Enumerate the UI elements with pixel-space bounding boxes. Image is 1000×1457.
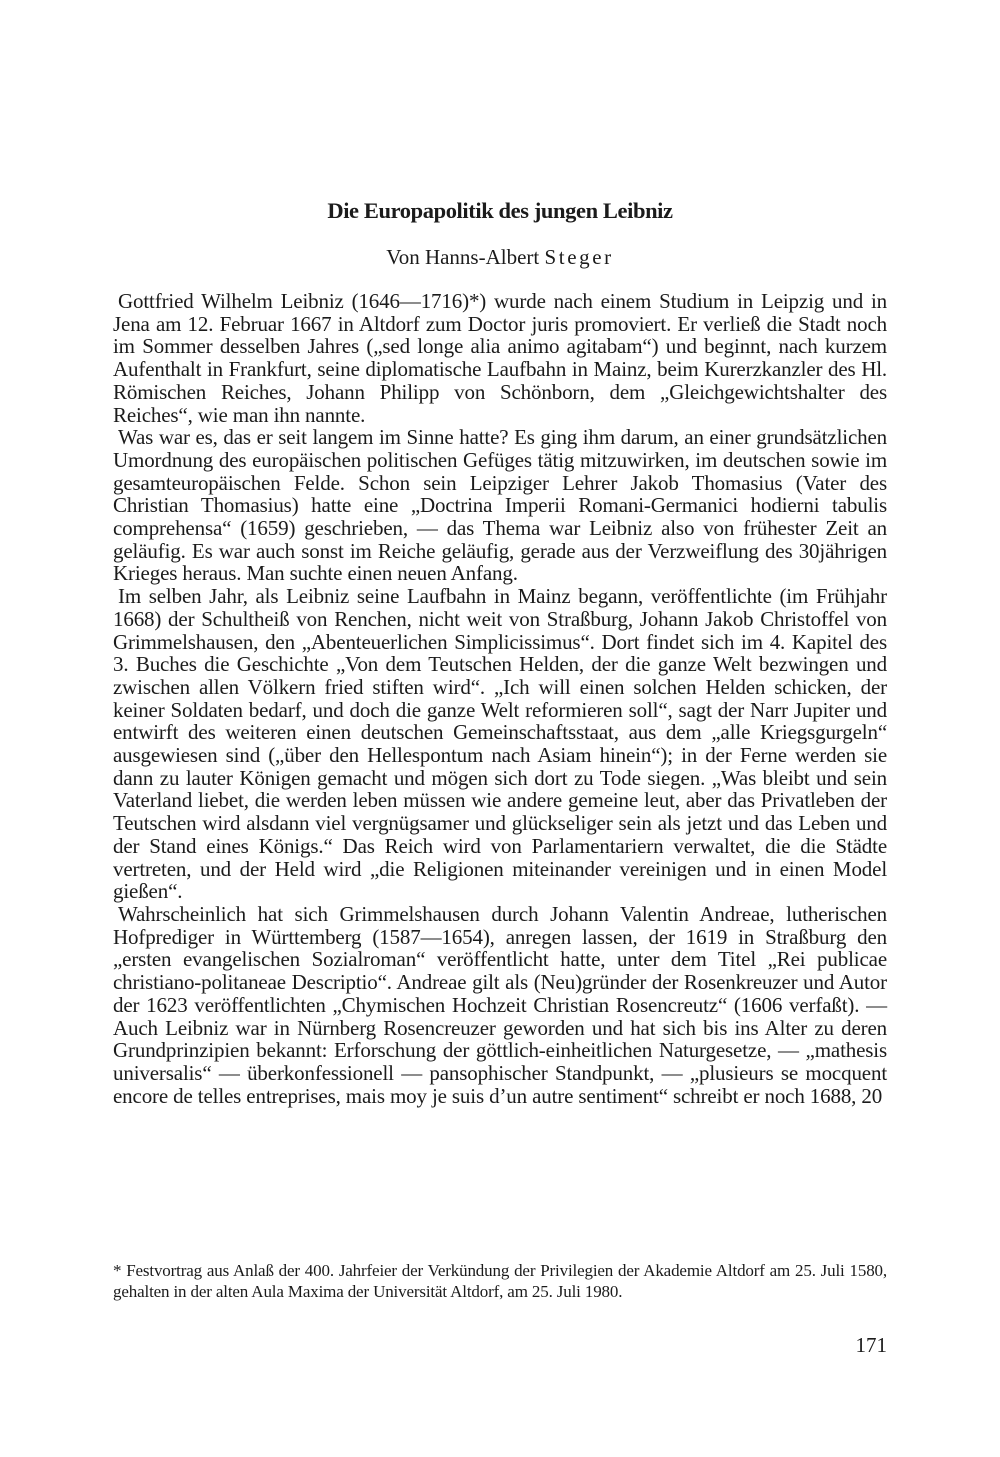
article-body [113,290,887,1107]
author-line [113,245,887,270]
paragraph-1: Gottfried Wilhelm Leibniz (1646—1716)*) wurde nach einem Studium in Leipzig und in Jena am 12. Februar 1667 in Altdorf zum Doctor juris promoviert. Er verließ die Stadt noch im Sommer desselben Jahres („sed longe alia animo agitabam“) und beginnt, nach kurzem Aufenthalt in Frankfurt, seine diplomatische Laufbahn in Mainz, beim Kurerzkanzler des Hl. Römischen Reiches, Johann Philipp von Schönborn, dem „Gleichgewichtshalter des Reiches“, wie man ihn nannte. [113,289,887,427]
author-surname: Steger [544,245,614,269]
paragraph-3: Im selben Jahr, als Leibniz seine Laufbahn in Mainz begann, veröffentlichte (im Frühjahr 1668) der Schultheiß von Renchen, nicht weit von Straßburg, Johann Jakob Christoffel von Grimmelshausen, den „Abenteuerlichen Simplicissimus“. Dort findet sich im 4. Kapitel des 3. Buches die Geschichte „Von dem Teutschen Helden, der die ganze Welt bezwingen und zwischen allen Völkern fried stiften wird“. „Ich will einen solchen Helden schicken, der keiner Soldaten bedarf, und doch die ganze Welt reformieren soll“, sagt der Narr Jupiter und entwirft des weiteren einen deutschen Gemeinschaftsstaat, aus dem „alle Kriegsgurgeln“ ausgewiesen sind („über den Hellespontum nach Asiam hinein“); in der Ferne werden sie dann zu lauter Königen gemacht und mögen sich dort zu Tode siegen. „Was bleibt und sein Vaterland liebet, die werden leben müssen wie andere gemeine leut, aber das Privatleben der Teutschen wird alsdann viel vergnügsamer und glückseliger sein als jetzt und das Leben und der Stand eines Königs.“ Das Reich wird von Parlamentariern verwaltet, die die Städte vertreten, und der Held wird „die Religionen miteinander vereinigen und in einen Model gießen“. [113,584,887,904]
page-number: 171 [855,1333,887,1357]
author-prefix: Von Hanns-Albert [386,245,545,269]
footnote: * Festvortrag aus Anlaß der 400. Jahrfeier der Verkündung der Privilegien der Akademie Altdorf am 25. Juli 1580, gehalten in der alten Aula Maxima der Universität Altdorf, am 25. Juli 1980. [113,1261,887,1301]
paragraph-2: Was war es, das er seit langem im Sinne hatte? Es ging ihm darum, an einer grundsätzlichen Umordnung des europäischen politischen Gefüges tätig mitzuwirken, im deutschen sowie im gesamteuropäischen Felde. Schon sein Leipziger Lehrer Jakob Thomasius (Vater des Christian Thomasius) hatte eine „Doctrina Imperii Romani-Germanici hodierni tabulis comprehensa“ (1659) geschrieben, — das Thema war Leibniz also von frühester Zeit an geläufig. Es war auch sonst im Reiche geläufig, gerade aus der Verzweiflung des 30jährigen Krieges heraus. Man suchte einen neuen Anfang. [113,425,887,586]
paragraph-4: Wahrscheinlich hat sich Grimmelshausen durch Johann Valentin Andreae, lutherischen Hofprediger in Württemberg (1587—1654), anregen lassen, der 1619 in Straßburg den „ersten evangelischen Sozialroman“ veröffentlicht hatte, unter dem Titel „Rei publicae christiano-politaneae Descriptio“. Andreae gilt als (Neu)gründer der Rosenkreuzer und Autor der 1623 veröffentlichten „Chymischen Hochzeit Christian Rosencreutz“ (1606 verfaßt). — Auch Leibniz war in Nürnberg Rosencreuzer geworden und hat sich bis ins Alter zu deren Grundprinzipien bekannt: Erforschung der göttlich-einheitlichen Naturgesetze, — „mathesis universalis“ — überkonfessionell — pansophischer Standpunkt, — „plusieurs se mocquent encore de telles entreprises, mais moy je suis d’un autre sentiment“ schreibt er noch 1688, 20 [113,901,887,1108]
article-title: Die Europapolitik des jungen Leibniz [327,198,673,223]
